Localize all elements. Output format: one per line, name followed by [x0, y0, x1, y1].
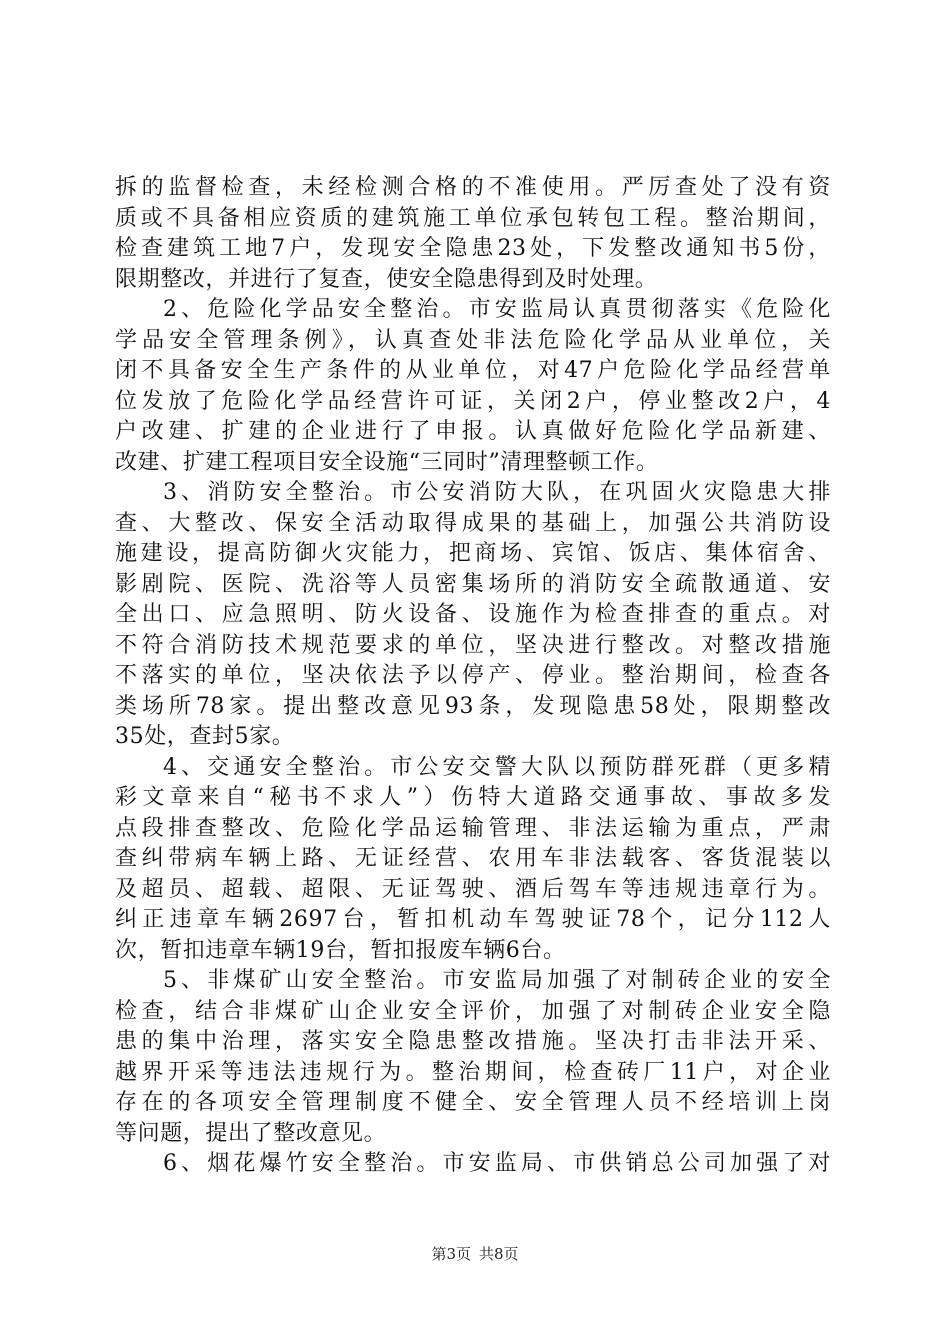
text-line: 不符合消防技术规范要求的单位，坚决进行整改。对整改措施: [115, 632, 831, 658]
text-line: 及超员、超载、超限、无证驾驶、酒后驾车等违规违章行为。: [115, 876, 831, 902]
document-body: [115, 173, 831, 1180]
text-line: 质或不具备相应资质的建筑施工单位承包转包工程。整治期间，: [115, 205, 831, 231]
text-line: 查纠带病车辆上路、无证经营、农用车非法载客、客货混装以: [115, 846, 831, 871]
text-line: 次，暂扣违章车辆19台，暂扣报废车辆6台。: [115, 937, 566, 963]
text-line: 不落实的单位，坚决依法予以停产、停业。整治期间，检查各: [115, 663, 831, 688]
text-line: 拆的监督检查，未经检测合格的不准使用。严厉查处了没有资: [115, 175, 831, 200]
paragraph-first-line: 3、消防安全整治。市公安消防大队，在巩固火灾隐患大排: [163, 480, 831, 505]
paragraph-first-line: 2、危险化学品安全整治。市安监局认真贯彻落实《危险化: [163, 297, 831, 322]
text-line: 闭不具备安全生产条件的从业单位，对47户危险化学品经营单: [115, 358, 831, 383]
page-footer: [0, 1244, 950, 1264]
text-line: 学品安全管理条例》，认真查处非法危险化学品从业单位，关: [115, 327, 831, 353]
text-line: 点段排查整改、危险化学品运输管理、非法运输为重点，严肃: [115, 815, 831, 841]
page-total: 共8页: [479, 1245, 519, 1263]
text-line: 患的集中治理，落实安全隐患整改措施。坚决打击非法开采、: [115, 1029, 831, 1054]
text-line: 户改建、扩建的企业进行了申报。认真做好危险化学品新建、: [115, 419, 831, 444]
text-line: 纠正违章车辆2697台，暂扣机动车驾驶证78个，记分112人: [115, 907, 831, 932]
text-line: 改建、扩建工程项目安全设施“三同时”清理整顿工作。: [115, 449, 659, 475]
text-line: 类场所78家。提出整改意见93条，发现隐患58处，限期整改: [115, 693, 831, 719]
paragraph-first-line: 6、烟花爆竹安全整治。市安监局、市供销总公司加强了对: [163, 1151, 831, 1176]
page-number: 第3页: [431, 1245, 471, 1263]
text-line: 位发放了危险化学品经营许可证，关闭2户，停业整改2户，4: [115, 388, 831, 414]
text-line: 等问题，提出了整改意见。: [115, 1120, 387, 1146]
text-line: 检查建筑工地7户，发现安全隐患23处，下发整改通知书5份，: [115, 236, 831, 261]
text-line: 越界开采等违法违规行为。整治期间，检查砖厂11户，对企业: [115, 1059, 831, 1085]
text-line: 彩文章来自“秘书不求人”）伤特大道路交通事故、事故多发: [115, 785, 831, 810]
text-line: 全出口、应急照明、防火设备、设施作为检查排查的重点。对: [115, 602, 831, 627]
text-line: 限期整改，并进行了复查，使安全隐患得到及时处理。: [115, 266, 658, 292]
text-line: 检查，结合非煤矿山企业安全评价，加强了对制砖企业安全隐: [115, 998, 831, 1024]
text-line: 影剧院、医院、洗浴等人员密集场所的消防安全疏散通道、安: [115, 571, 831, 597]
paragraph-first-line: 5、非煤矿山安全整治。市安监局加强了对制砖企业的安全: [163, 968, 831, 993]
text-line: 查、大整改、保安全活动取得成果的基础上，加强公共消防设: [115, 510, 831, 536]
text-line: 35处，查封5家。: [115, 724, 295, 749]
paragraph-first-line: 4、交通安全整治。市公安交警大队以预防群死群（更多精: [163, 754, 831, 780]
text-line: 施建设，提高防御火灾能力，把商场、宾馆、饭店、集体宿舍、: [115, 541, 831, 566]
text-line: 存在的各项安全管理制度不健全、安全管理人员不经培训上岗: [115, 1090, 831, 1115]
